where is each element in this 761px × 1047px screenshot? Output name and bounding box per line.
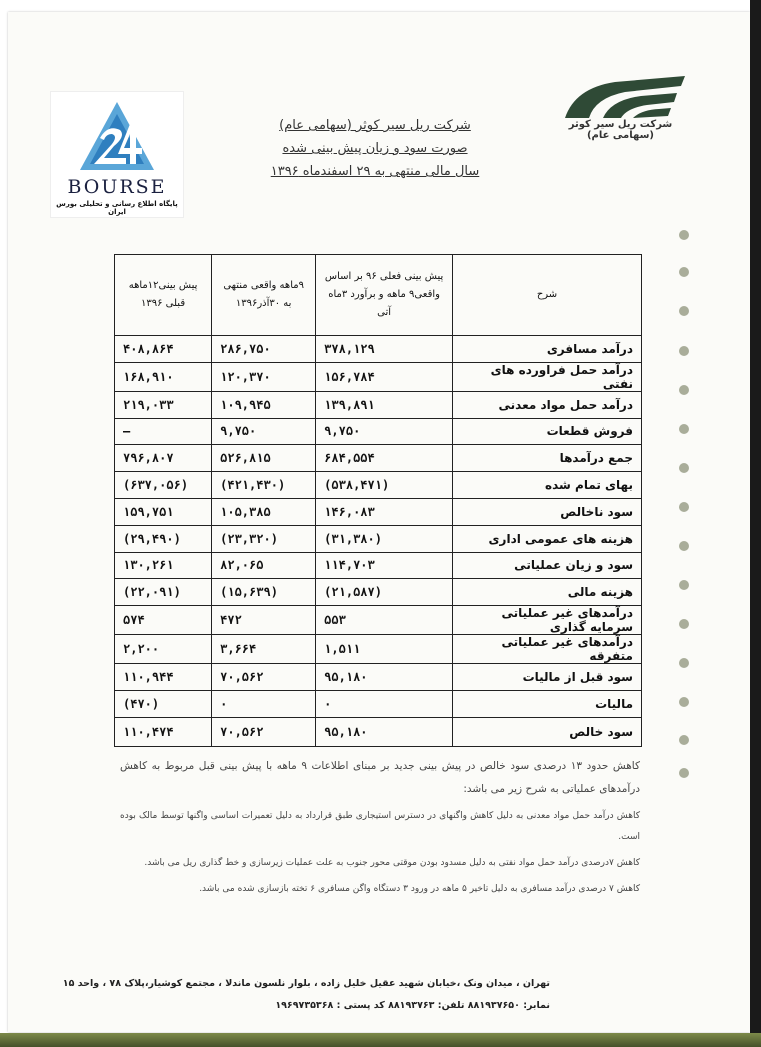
cell-previous-forecast: (۲۲,۰۹۱) (115, 579, 212, 606)
cell-current-forecast: ۹,۷۵۰ (316, 418, 453, 445)
cell-current-forecast: (۵۳۸,۴۷۱) (316, 472, 453, 499)
header-current-forecast: پیش بینی فعلی ۹۶ بر اساس واقعی۹ ماهه و برآورد ۳ماه آتی (316, 255, 453, 336)
row-description: مالیات (453, 690, 642, 717)
cell-actual-9-months: ۱۲۰,۳۷۰ (212, 362, 316, 391)
company-logo-caption: شرکت ریل سیر کوثر (سهامی عام) (568, 119, 673, 141)
table-row (115, 498, 642, 525)
decorative-dot (679, 697, 689, 707)
title-statement: صورت سود و زیان پیش بینی شده (282, 141, 468, 156)
row-description: درآمد حمل مواد معدنی (453, 391, 642, 418)
cell-previous-forecast: ۱۱۰,۹۴۴ (115, 664, 212, 691)
decorative-dot (679, 735, 689, 745)
scan-edge-bottom (0, 1033, 761, 1047)
row-description: جمع درآمدها (453, 445, 642, 472)
table-row (115, 391, 642, 418)
cell-previous-forecast: — (115, 418, 212, 445)
cell-previous-forecast: (۶۳۷,۰۵۶) (115, 472, 212, 499)
cell-actual-9-months: ۷۰,۵۶۲ (212, 717, 316, 746)
row-description: فروش قطعات (453, 418, 642, 445)
decorative-dot (679, 502, 689, 512)
footer-address: تهران ، میدان ونک ،خیابان شهید عقیل خلیل زاده ، بلوار نلسون ماندلا ، مجتمع کوشیار،پلاک ۷۸ ، واحد ۱۵ (62, 978, 550, 989)
row-description: هزینه های عمومی اداری (453, 525, 642, 552)
cell-current-forecast: ۳۷۸,۱۲۹ (316, 336, 453, 363)
cell-previous-forecast: (۲۹,۴۹۰) (115, 525, 212, 552)
note-item: کاهش ۷ درصدی درآمد مسافری به دلیل تاخیر ۵ ماهه در ورود ۳ دستگاه واگن مسافری ۶ تخته بازسازی شده می باشد. (199, 884, 640, 894)
bourse-logo-name: BOURSE (67, 176, 167, 198)
row-description: سود ناخالص (453, 498, 642, 525)
note-lead: کاهش حدود ۱۳ درصدی سود خالص در پیش بینی جدید بر مبنای اطلاعات ۹ ماهه با پیش بینی قبل مربوط به کاهش درآمدهای عملیاتی به شرح زیر می باشد: (120, 760, 640, 795)
decorative-dot (679, 346, 689, 356)
cell-actual-9-months: ۰ (212, 690, 316, 717)
table-row (115, 336, 642, 363)
note-item: کاهش ۷درصدی درآمد حمل مواد نفتی به دلیل مسدود بودن موقتی محور جنوب به علت عملیات زیرسازی و خط گذاری ریل می باشد. (144, 858, 640, 868)
title-period: سال مالی منتهی به ۲۹ اسفندماه ۱۳۹۶ (270, 164, 480, 179)
bourse-logo (50, 91, 184, 218)
decorative-dot (679, 267, 689, 277)
table-row (115, 418, 642, 445)
table-row (115, 552, 642, 579)
row-description: سود قبل از مالیات (453, 664, 642, 691)
cell-previous-forecast: ۱۱۰,۴۷۴ (115, 717, 212, 746)
decorative-dot (679, 619, 689, 629)
cell-current-forecast: ۱,۵۱۱ (316, 635, 453, 664)
cell-current-forecast: ۹۵,۱۸۰ (316, 717, 453, 746)
title-company: شرکت ریل سیر کوثر (سهامی عام) (279, 118, 471, 133)
decorative-dot (679, 580, 689, 590)
table-row (115, 362, 642, 391)
table-row (115, 579, 642, 606)
cell-current-forecast: ۰ (316, 690, 453, 717)
letterhead-footer (30, 973, 550, 1017)
decorative-dot (679, 541, 689, 551)
scan-edge-right (750, 0, 761, 1047)
decorative-dot (679, 768, 689, 778)
decorative-dot (679, 424, 689, 434)
table-row (115, 717, 642, 746)
cell-actual-9-months: ۸۲,۰۶۵ (212, 552, 316, 579)
cell-actual-9-months: (۲۳,۳۲۰) (212, 525, 316, 552)
cell-current-forecast: (۲۱,۵۸۷) (316, 579, 453, 606)
decorative-dot (679, 463, 689, 473)
row-description: هزینه مالی (453, 579, 642, 606)
cell-current-forecast: ۱۱۴,۷۰۳ (316, 552, 453, 579)
table-row (115, 690, 642, 717)
row-description: سود خالص (453, 717, 642, 746)
cell-current-forecast: ۹۵,۱۸۰ (316, 664, 453, 691)
cell-previous-forecast: ۱۵۹,۷۵۱ (115, 498, 212, 525)
cell-previous-forecast: ۲۱۹,۰۳۳ (115, 391, 212, 418)
document-titles (250, 114, 500, 183)
table-row (115, 606, 642, 635)
cell-current-forecast: (۳۱,۳۸۰) (316, 525, 453, 552)
note-item: کاهش درآمد حمل مواد معدنی به دلیل کاهش واگنهای در دسترس استیجاری طبق قرارداد به دلیل تعمیرات اساسی واگنها توسط مالک بوده است. (120, 811, 640, 842)
row-description: بهای تمام شده (453, 472, 642, 499)
cell-actual-9-months: ۱۰۵,۳۸۵ (212, 498, 316, 525)
cell-actual-9-months: ۷۰,۵۶۲ (212, 664, 316, 691)
cell-actual-9-months: ۵۲۶,۸۱۵ (212, 445, 316, 472)
table-row (115, 445, 642, 472)
cell-previous-forecast: ۲,۲۰۰ (115, 635, 212, 664)
table-header-row (115, 255, 642, 336)
bourse-triangle-icon (78, 100, 156, 172)
row-description: درآمدهای غیر عملیاتی متفرقه (453, 635, 642, 664)
header-actual-9-months: ۹ماهه واقعی منتهی به ۳۰آذر۱۳۹۶ (212, 255, 316, 336)
decorative-dot (679, 658, 689, 668)
row-description: درآمدهای غیر عملیاتی سرمایه گذاری (453, 606, 642, 635)
cell-previous-forecast: (۴۷۰) (115, 690, 212, 717)
header-previous-forecast: پیش بینی۱۲ماهه قبلی ۱۳۹۶ (115, 255, 212, 336)
table-body (115, 336, 642, 747)
income-forecast-table (114, 254, 642, 747)
table-row (115, 525, 642, 552)
decorative-dot (679, 306, 689, 316)
row-description: درآمد حمل فراورده های نفتی (453, 362, 642, 391)
cell-current-forecast: ۱۵۶,۷۸۴ (316, 362, 453, 391)
bourse-logo-subtitle: پایگاه اطلاع رسانی و تحلیلی بورس ایران (56, 200, 178, 216)
cell-previous-forecast: ۴۰۸,۸۶۴ (115, 336, 212, 363)
cell-actual-9-months: ۱۰۹,۹۴۵ (212, 391, 316, 418)
row-description: سود و زیان عملیاتی (453, 552, 642, 579)
cell-actual-9-months: (۴۲۱,۴۳۰) (212, 472, 316, 499)
cell-current-forecast: ۱۳۹,۸۹۱ (316, 391, 453, 418)
footer-contact: نمابر: ۸۸۱۹۳۷۶۵۰ تلفن: ۸۸۱۹۳۷۶۳ کد پستی : ۱۹۶۹۷۳۵۳۶۸ (275, 1000, 550, 1011)
decorative-dot (679, 230, 689, 240)
header-description: شرح (453, 255, 642, 336)
cell-actual-9-months: ۴۷۲ (212, 606, 316, 635)
table-row (115, 664, 642, 691)
cell-previous-forecast: ۱۶۸,۹۱۰ (115, 362, 212, 391)
cell-actual-9-months: ۹,۷۵۰ (212, 418, 316, 445)
cell-current-forecast: ۱۴۶,۰۸۳ (316, 498, 453, 525)
cell-previous-forecast: ۱۳۰,۲۶۱ (115, 552, 212, 579)
table-row (115, 472, 642, 499)
cell-actual-9-months: (۱۵,۶۳۹) (212, 579, 316, 606)
notes-section (120, 755, 640, 900)
cell-current-forecast: ۵۵۳ (316, 606, 453, 635)
cell-current-forecast: ۶۸۴,۵۵۴ (316, 445, 453, 472)
table-row (115, 635, 642, 664)
cell-previous-forecast: ۵۷۴ (115, 606, 212, 635)
row-description: درآمد مسافری (453, 336, 642, 363)
cell-actual-9-months: ۲۸۶,۷۵۰ (212, 336, 316, 363)
cell-actual-9-months: ۳,۶۶۴ (212, 635, 316, 664)
decorative-dot (679, 385, 689, 395)
cell-previous-forecast: ۷۹۶,۸۰۷ (115, 445, 212, 472)
